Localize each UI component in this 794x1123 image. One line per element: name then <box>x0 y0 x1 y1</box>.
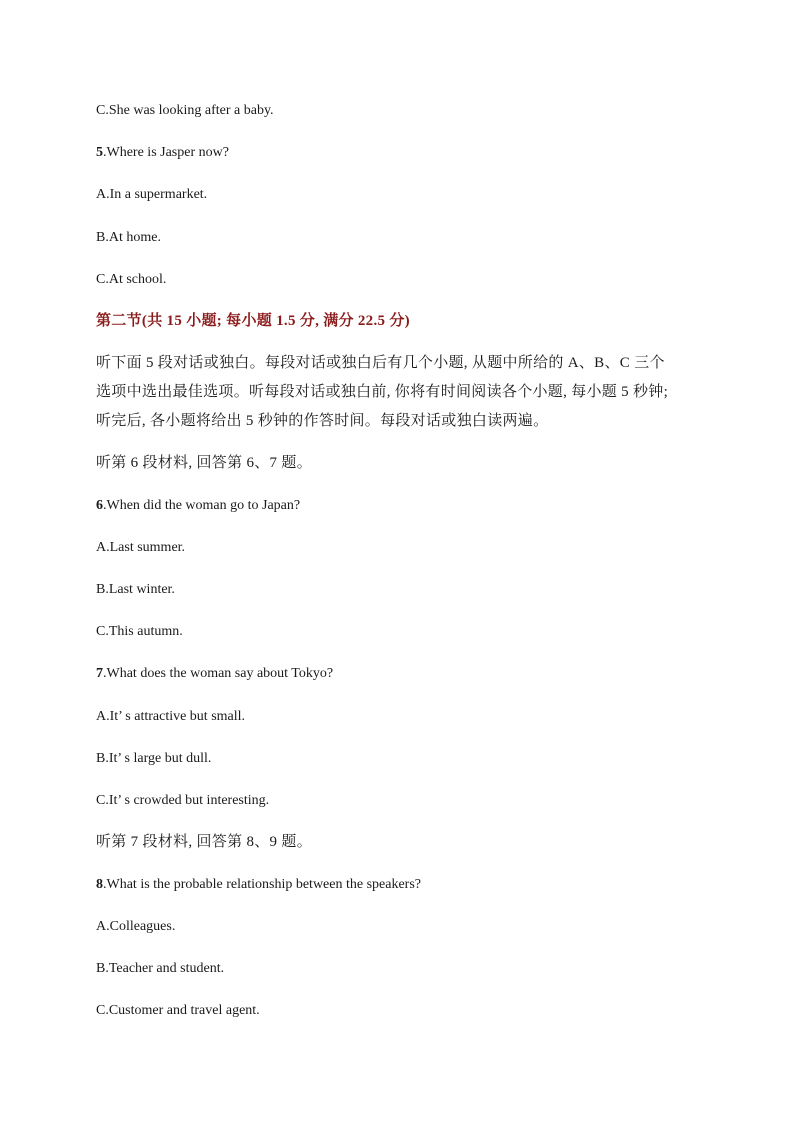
q8-option-c: C.Customer and travel agent. <box>96 1003 260 1018</box>
q8-number: 8 <box>96 877 103 892</box>
q7-number: 7 <box>96 666 103 681</box>
q8-text: .What is the probable relationship between the speakers? <box>103 877 421 892</box>
q4-option-c: C.She was looking after a baby. <box>96 103 274 118</box>
q6-option-c: C.This autumn. <box>96 624 183 639</box>
q5-question <box>96 143 229 163</box>
q6-question <box>96 496 300 516</box>
instructions-line-2: 选项中选出最佳选项。听每段对话或独白前, 你将有时间阅读各个小题, 每小题 5 秒钟; <box>96 384 669 400</box>
q6-text: .When did the woman go to Japan? <box>103 498 301 513</box>
q6-number: 6 <box>96 498 103 513</box>
q8-question <box>96 875 421 895</box>
material-6-intro: 听第 6 段材料, 回答第 6、7 题。 <box>96 455 313 471</box>
q8-option-b: B.Teacher and student. <box>96 961 225 976</box>
q5-option-c: C.At school. <box>96 272 167 287</box>
q8-option-a: A.Colleagues. <box>96 919 176 934</box>
q7-option-b: B.It’ s large but dull. <box>96 751 212 766</box>
q7-text: .What does the woman say about Tokyo? <box>103 666 334 681</box>
instructions-line-3: 听完后, 各小题将给出 5 秒钟的作答时间。每段对话或独白读两遍。 <box>96 413 549 429</box>
q5-option-b: B.At home. <box>96 230 161 245</box>
q7-option-c: C.It’ s crowded but interesting. <box>96 793 270 808</box>
q5-text: .Where is Jasper now? <box>103 145 229 160</box>
q6-option-a: A.Last summer. <box>96 540 186 555</box>
material-7-intro: 听第 7 段材料, 回答第 8、9 题。 <box>96 834 313 850</box>
section-2-title: 第二节(共 15 小题; 每小题 1.5 分, 满分 22.5 分) <box>96 313 410 329</box>
q5-number: 5 <box>96 145 103 160</box>
q7-question <box>96 664 333 684</box>
instructions-line-1: 听下面 5 段对话或独白。每段对话或独白后有几个小题, 从题中所给的 A、B、C 三个 <box>96 355 665 371</box>
q5-option-a: A.In a supermarket. <box>96 187 208 202</box>
q6-option-b: B.Last winter. <box>96 582 175 597</box>
q7-option-a: A.It’ s attractive but small. <box>96 709 246 724</box>
